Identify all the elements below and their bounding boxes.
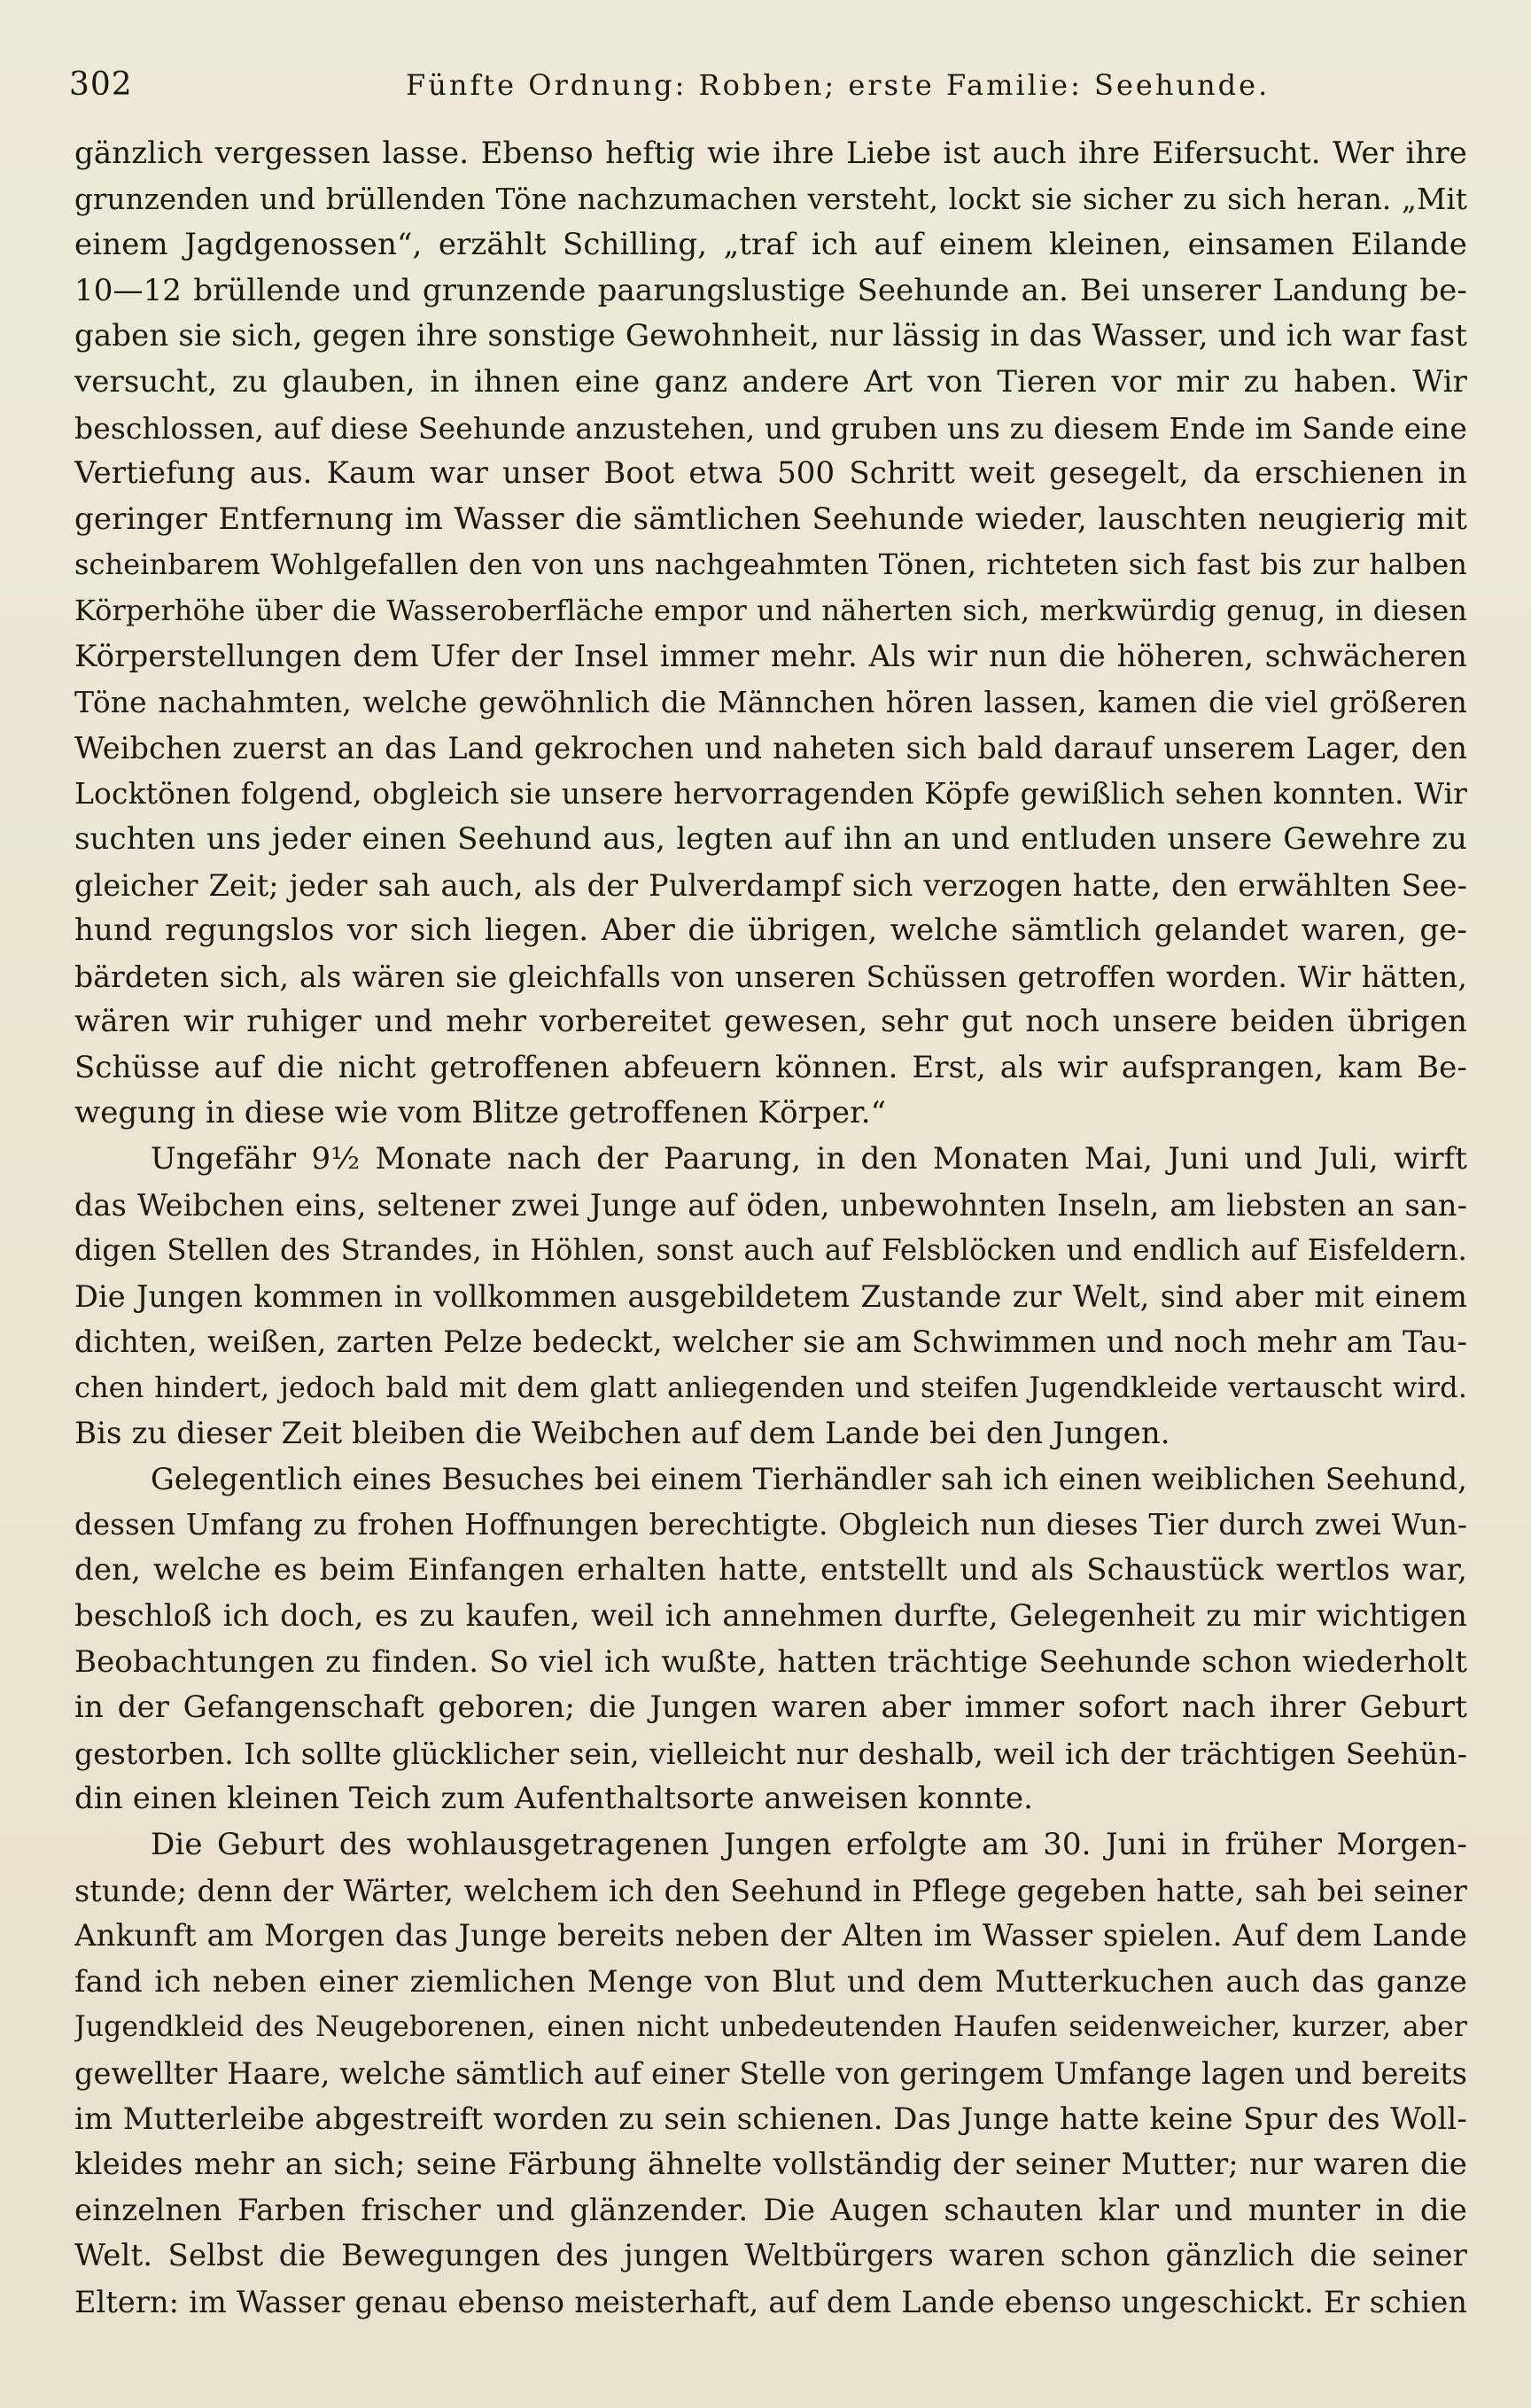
text-line: Locktönen folgend, obgleich sie unsere hervorragenden Köpfe gewißlich sehen konnten. Wir bbox=[74, 776, 1467, 812]
text-line: scheinbarem Wohlgefallen den von uns nachgeahmten Tönen, richteten sich fast bis zur halben bbox=[74, 548, 1467, 582]
text-line: hund regungslos vor sich liegen. Aber die übrigen, welche sämtlich gelandet waren, ge- bbox=[74, 913, 1467, 949]
text-line: Vertiefung aus. Kaum war unser Boot etwa 500 Schritt weit gesegelt, da erschienen in bbox=[74, 455, 1467, 492]
text-line: geringer Entfernung im Wasser die sämtlichen Seehunde wieder, lauschten neugierig mit bbox=[74, 501, 1467, 537]
text-line: Jugendkleid des Neugeborenen, einen nicht unbedeutenden Haufen seidenweicher, kurzer, aber bbox=[74, 2011, 1467, 2044]
text-line: digen Stellen des Strandes, in Höhlen, sonst auch auf Felsblöcken und endlich auf Eisfeldern. bbox=[74, 1233, 1467, 1268]
text-line: gleicher Zeit; jeder sah auch, als der Pulverdampf sich verzogen hatte, den erwählten See- bbox=[74, 867, 1467, 903]
text-line: grunzenden und brüllenden Töne nachzumachen versteht, lockt sie sicher zu sich heran. „Mit bbox=[74, 182, 1467, 216]
text-line: wären wir ruhiger und mehr vorbereitet gewesen, sehr gut noch unsere beiden übrigen bbox=[74, 1004, 1467, 1040]
text-line: in der Gefangenschaft geboren; die Jungen waren aber immer sofort nach ihrer Geburt bbox=[74, 1689, 1467, 1726]
page-number: 302 bbox=[69, 66, 133, 103]
text-line: kleides mehr an sich; seine Färbung ähnelte vollständig der seiner Mutter; nur waren die bbox=[74, 2147, 1467, 2183]
text-line: gänzlich vergessen lasse. Ebenso heftig wie ihre Liebe ist auch ihre Eifersucht. Wer ihre bbox=[74, 136, 1467, 171]
text-line: einzelnen Farben frischer und glänzender. Die Augen schauten klar und munter in die bbox=[74, 2192, 1467, 2228]
text-line: Die Geburt des wohlausgetragenen Jungen erfolgte am 30. Juni in früher Morgen- bbox=[151, 1826, 1467, 1862]
text-line: Körperstellungen dem Ufer der Insel immer mehr. Als wir nun die höheren, schwächeren bbox=[74, 638, 1467, 674]
text-line: din einen kleinen Teich zum Aufenthaltsorte anweisen konnte. bbox=[74, 1781, 1034, 1817]
text-line: Ankunft am Morgen das Junge bereits neben der Alten im Wasser spielen. Auf dem Lande bbox=[74, 1918, 1467, 1954]
text-line: Töne nachahmten, welche gewöhnlich die Männchen hören lassen, kamen die viel größeren bbox=[74, 685, 1467, 720]
text-line: Beobachtungen zu finden. So viel ich wußte, hatten trächtige Seehunde schon wiederholt bbox=[74, 1643, 1467, 1680]
text-line: Bis zu dieser Zeit bleiben die Weibchen auf dem Lande bei den Jungen. bbox=[74, 1415, 1170, 1451]
text-line: bärdeten sich, als wären sie gleichfalls von unseren Schüssen getroffen worden. Wir hätten, bbox=[74, 959, 1467, 994]
text-line: dichten, weißen, zarten Pelze bedeckt, welcher sie am Schwimmen und noch mehr am Tau- bbox=[74, 1324, 1467, 1360]
text-line: beschlossen, auf diese Seehunde anzustehen, und gruben uns zu diesem Ende im Sande eine bbox=[74, 410, 1467, 446]
text-line: gestorben. Ich sollte glücklicher sein, vielleicht nur deshalb, weil ich der trächtigen Seehün- bbox=[74, 1736, 1467, 1771]
text-line: Weibchen zuerst an das Land gekrochen und naheten sich bald darauf unserem Lager, den bbox=[74, 730, 1467, 765]
text-line: chen hindert, jedoch bald mit dem glatt anliegenden und steifen Jugendkleide vertauscht wird. bbox=[74, 1371, 1467, 1405]
text-line: suchten uns jeder einen Seehund aus, legten auf ihn an und entluden unsere Gewehre zu bbox=[74, 820, 1467, 857]
text-line: beschloß ich doch, es zu kaufen, weil ich annehmen durfte, Gelegenheit zu mir wichtigen bbox=[74, 1598, 1467, 1634]
text-line: fand ich neben einer ziemlichen Menge von Blut und dem Mutterkuchen auch das ganze bbox=[74, 1963, 1467, 2000]
text-line: Welt. Selbst die Bewegungen des jungen Weltbürgers waren schon gänzlich die seiner bbox=[74, 2238, 1467, 2274]
text-line: gewellter Haare, welche sämtlich auf einer Stelle von geringem Umfange lagen und bereits bbox=[74, 2055, 1467, 2091]
text-line: Körperhöhe über die Wasseroberfläche empor und näherten sich, merkwürdig genug, in diesen bbox=[74, 593, 1467, 627]
text-line: Schüsse auf die nicht getroffenen abfeuern können. Erst, als wir aufsprangen, kam Be- bbox=[74, 1049, 1467, 1085]
running-title: Fünfte Ordnung: Robben; erste Familie: Seehunde. bbox=[406, 68, 1271, 102]
body-text bbox=[74, 131, 1467, 2326]
text-line: Die Jungen kommen in vollkommen ausgebildetem Zustande zur Welt, sind aber mit einem bbox=[74, 1278, 1467, 1314]
text-line: Eltern: im Wasser genau ebenso meisterhaft, auf dem Lande ebenso ungeschickt. Er schien bbox=[74, 2284, 1467, 2319]
text-line: Ungefähr 9½ Monate nach der Paarung, in den Monaten Mai, Juni und Juli, wirft bbox=[151, 1141, 1467, 1177]
text-line: versucht, zu glauben, in ihnen eine ganz andere Art von Tieren vor mir zu haben. Wir bbox=[74, 363, 1467, 400]
text-line: das Weibchen eins, seltener zwei Junge auf öden, unbewohnten Inseln, am liebsten an san- bbox=[74, 1187, 1467, 1223]
text-line: 10—12 brüllende und grunzende paarungslustige Seehunde an. Bei unserer Landung be- bbox=[74, 272, 1467, 308]
text-line: dessen Umfang zu frohen Hoffnungen berechtigte. Obgleich nun dieses Tier durch zwei Wun- bbox=[74, 1507, 1467, 1542]
text-line: gaben sie sich, gegen ihre sonstige Gewohnheit, nur lässig in das Wasser, und ich war fast bbox=[74, 318, 1467, 354]
text-line: wegung in diese wie vom Blitze getroffenen Körper.“ bbox=[74, 1095, 887, 1131]
text-line: im Mutterleibe abgestreift worden zu sein schienen. Das Junge hatte keine Spur des Woll- bbox=[74, 2101, 1467, 2137]
running-head bbox=[69, 64, 1469, 106]
text-line: einem Jagdgenossen“, erzählt Schilling, „traf ich auf einem kleinen, einsamen Eilande bbox=[74, 227, 1467, 263]
text-line: den, welche es beim Einfangen erhalten hatte, entstellt und als Schaustück wertlos war, bbox=[74, 1552, 1467, 1589]
text-line: stunde; denn der Wärter, welchem ich den Seehund in Pflege gegeben hatte, sah bei seiner bbox=[74, 1873, 1467, 1908]
text-line: Gelegentlich eines Besuches bei einem Tierhändler sah ich einen weiblichen Seehund, bbox=[151, 1462, 1467, 1497]
